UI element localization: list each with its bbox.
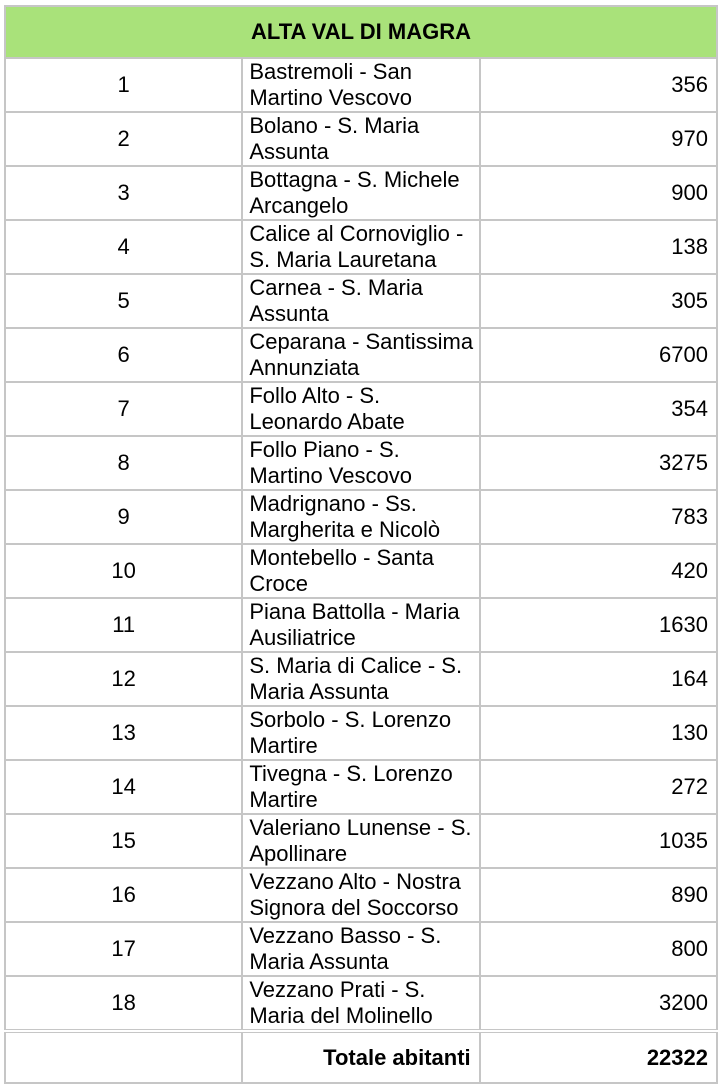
inhabitants-value: 3200 xyxy=(480,976,717,1031)
parish-name: Sorbolo - S. Lorenzo Martire xyxy=(242,706,479,760)
row-number: 4 xyxy=(5,220,242,274)
parish-name: Vezzano Basso - S. Maria Assunta xyxy=(242,922,479,976)
row-number: 7 xyxy=(5,382,242,436)
row-number: 1 xyxy=(5,58,242,112)
table-row xyxy=(5,436,717,490)
row-number: 13 xyxy=(5,706,242,760)
parish-name: Tivegna - S. Lorenzo Martire xyxy=(242,760,479,814)
parish-name: Follo Piano - S. Martino Vescovo xyxy=(242,436,479,490)
row-number: 14 xyxy=(5,760,242,814)
row-number: 2 xyxy=(5,112,242,166)
row-number: 15 xyxy=(5,814,242,868)
inhabitants-value: 1630 xyxy=(480,598,717,652)
row-number: 8 xyxy=(5,436,242,490)
row-number: 5 xyxy=(5,274,242,328)
inhabitants-value: 890 xyxy=(480,868,717,922)
table-row xyxy=(5,220,717,274)
parish-table xyxy=(4,5,718,1084)
parish-table-container xyxy=(4,5,718,1084)
table-row xyxy=(5,58,717,112)
parish-name: Piana Battolla - Maria Ausiliatrice xyxy=(242,598,479,652)
inhabitants-value: 272 xyxy=(480,760,717,814)
table-title: ALTA VAL DI MAGRA xyxy=(5,6,717,58)
table-row xyxy=(5,382,717,436)
parish-name: Bottagna - S. Michele Arcangelo xyxy=(242,166,479,220)
parish-name: Vezzano Prati - S. Maria del Molinello xyxy=(242,976,479,1031)
row-number: 10 xyxy=(5,544,242,598)
inhabitants-value: 6700 xyxy=(480,328,717,382)
table-row xyxy=(5,706,717,760)
table-row xyxy=(5,328,717,382)
parish-name: Madrignano - Ss. Margherita e Nicolò xyxy=(242,490,479,544)
table-row xyxy=(5,760,717,814)
inhabitants-value: 1035 xyxy=(480,814,717,868)
inhabitants-value: 783 xyxy=(480,490,717,544)
row-number: 17 xyxy=(5,922,242,976)
row-number: 9 xyxy=(5,490,242,544)
inhabitants-value: 305 xyxy=(480,274,717,328)
inhabitants-value: 970 xyxy=(480,112,717,166)
total-row xyxy=(5,1031,717,1083)
row-number: 11 xyxy=(5,598,242,652)
row-number: 6 xyxy=(5,328,242,382)
row-number: 12 xyxy=(5,652,242,706)
total-label: Totale abitanti xyxy=(242,1031,479,1083)
table-row xyxy=(5,598,717,652)
total-value: 22322 xyxy=(480,1031,717,1083)
parish-name: Valeriano Lunense - S. Apollinare xyxy=(242,814,479,868)
row-number: 18 xyxy=(5,976,242,1031)
table-row xyxy=(5,490,717,544)
parish-name: S. Maria di Calice - S. Maria Assunta xyxy=(242,652,479,706)
inhabitants-value: 354 xyxy=(480,382,717,436)
row-number: 3 xyxy=(5,166,242,220)
table-row xyxy=(5,976,717,1031)
table-row xyxy=(5,814,717,868)
total-empty-cell xyxy=(5,1031,242,1083)
parish-name: Carnea - S. Maria Assunta xyxy=(242,274,479,328)
table-row xyxy=(5,166,717,220)
inhabitants-value: 420 xyxy=(480,544,717,598)
inhabitants-value: 900 xyxy=(480,166,717,220)
table-row xyxy=(5,544,717,598)
parish-name: Calice al Cornoviglio - S. Maria Lauretana xyxy=(242,220,479,274)
table-row xyxy=(5,922,717,976)
table-row xyxy=(5,652,717,706)
inhabitants-value: 130 xyxy=(480,706,717,760)
inhabitants-value: 3275 xyxy=(480,436,717,490)
parish-name: Follo Alto - S. Leonardo Abate xyxy=(242,382,479,436)
table-row xyxy=(5,274,717,328)
table-header-row xyxy=(5,6,717,58)
table-row xyxy=(5,112,717,166)
inhabitants-value: 164 xyxy=(480,652,717,706)
parish-name: Bolano - S. Maria Assunta xyxy=(242,112,479,166)
row-number: 16 xyxy=(5,868,242,922)
parish-name: Bastremoli - San Martino Vescovo xyxy=(242,58,479,112)
inhabitants-value: 800 xyxy=(480,922,717,976)
parish-name: Vezzano Alto - Nostra Signora del Soccorso xyxy=(242,868,479,922)
inhabitants-value: 138 xyxy=(480,220,717,274)
parish-name: Ceparana - Santissima Annunziata xyxy=(242,328,479,382)
inhabitants-value: 356 xyxy=(480,58,717,112)
table-row xyxy=(5,868,717,922)
parish-name: Montebello - Santa Croce xyxy=(242,544,479,598)
